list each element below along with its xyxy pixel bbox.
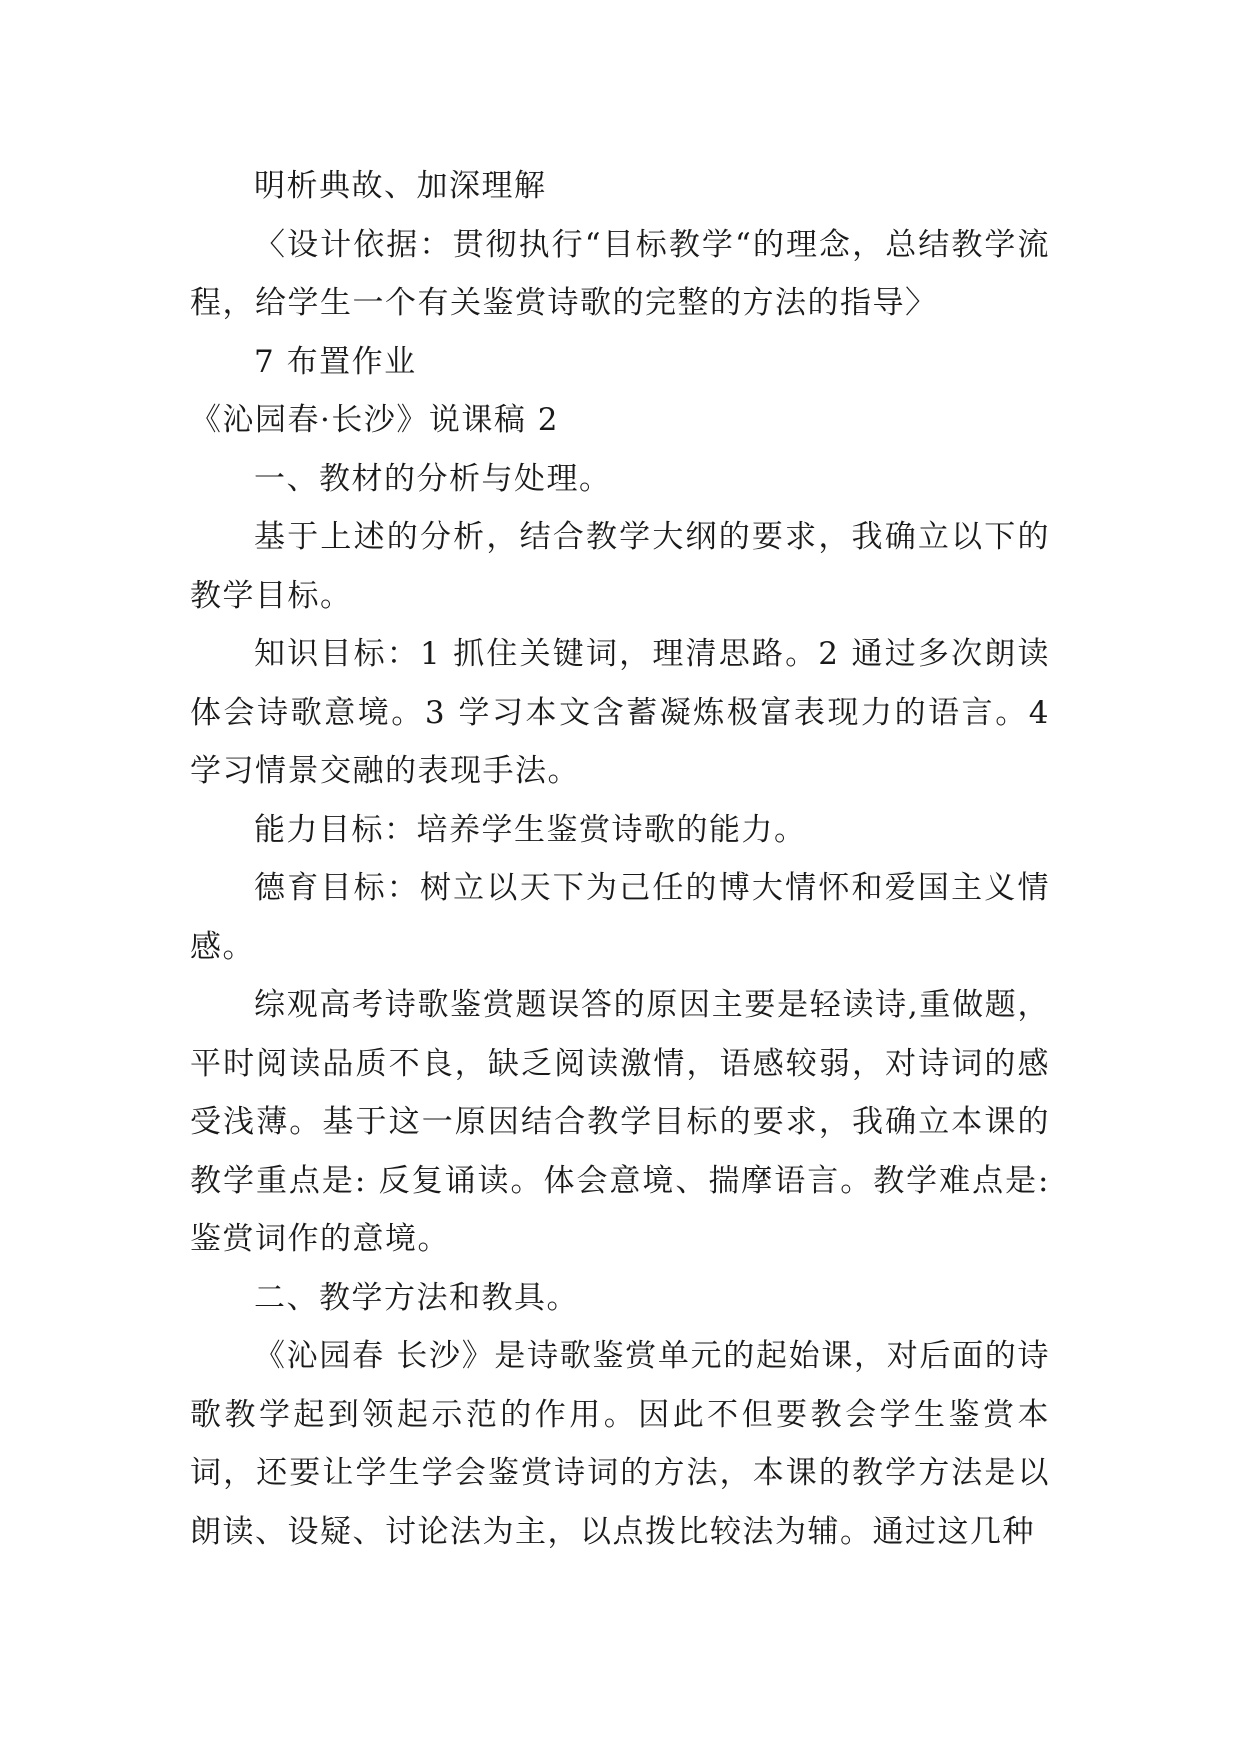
- paragraph: 《沁园春 长沙》是诗歌鉴赏单元的起始课，对后面的诗歌教学起到领起示范的作用。因此不但要教会学生鉴赏本词，还要让学生学会鉴赏诗词的方法，本课的教学方法是以朗读、设疑、讨论法为主，以点拨比较法为辅。通过这几种: [190, 1338, 1050, 1550]
- paragraph: 能力目标：培养学生鉴赏诗歌的能力。: [254, 811, 807, 848]
- paragraph: 〈设计依据：贯彻执行“目标教学“的理念，总结教学流程，给学生一个有关鉴赏诗歌的完整的方法的指导〉: [190, 226, 1050, 321]
- section-heading: 一、教材的分析与处理。: [254, 460, 612, 497]
- paragraph: 德育目标：树立以天下为己任的博大情怀和爱国主义情感。: [190, 870, 1050, 965]
- paragraph: 综观高考诗歌鉴赏题误答的原因主要是轻读诗,重做题，平时阅读品质不良，缺乏阅读激情，语感较弱，对诗词的感受浅薄。基于这一原因结合教学目标的要求，我确立本课的教学重点是: 反复诵读。体会意境、揣摩语言。教学难点是: 鉴赏词作的意境。: [190, 987, 1050, 1257]
- paragraph: 明析典故、加深理解: [254, 168, 547, 204]
- document-body: [190, 157, 1050, 1561]
- paragraph: 基于上述的分析，结合教学大纲的要求，我确立以下的教学目标。: [190, 519, 1050, 614]
- section-title: 《沁园春·长沙》说课稿 2: [190, 402, 559, 438]
- paragraph: 知识目标：1 抓住关键词，理清思路。2 通过多次朗读体会诗歌意境。3 学习本文含蓄凝炼极富表现力的语言。4 学习情景交融的表现手法。: [190, 636, 1050, 789]
- section-heading: 二、教学方法和教具。: [254, 1279, 579, 1316]
- paragraph: 7 布置作业: [254, 343, 417, 380]
